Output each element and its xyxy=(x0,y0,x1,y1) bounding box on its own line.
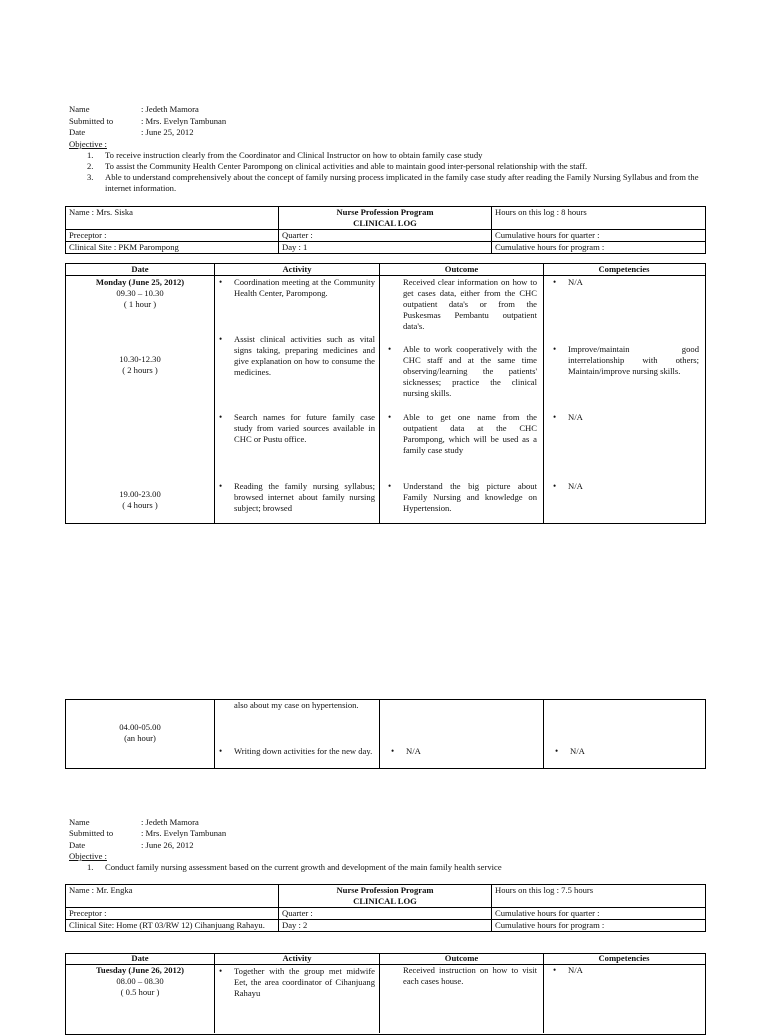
objective-label: Objective : xyxy=(69,139,107,149)
duration: (an hour) xyxy=(124,733,156,743)
date-label: Date xyxy=(69,840,86,850)
patient-name: Name : Mrs. Siska xyxy=(66,207,279,230)
objective-number: 1. xyxy=(87,862,94,872)
bullet-icon: • xyxy=(553,965,557,975)
outcome-text: Received clear information on how to get cases data, either from the CHC outpatient data's or from the Puskesmas Pembantu outpatient data's. xyxy=(403,277,537,331)
name-line xyxy=(69,104,199,115)
submitted-line xyxy=(69,116,226,127)
name-line xyxy=(69,817,199,828)
bullet-icon: • xyxy=(555,746,559,756)
objective-text: To assist the Community Health Center Parompong on clinical activities and able to maintain good inter-personal relationship with the staff. xyxy=(105,161,588,171)
program-name: Nurse Profession Program xyxy=(336,207,434,217)
time-range: 19.00-23.00 xyxy=(119,489,161,499)
name-label: Name xyxy=(69,104,90,114)
program-title xyxy=(279,207,492,230)
hours-on-log: Hours on this log : 7.5 hours xyxy=(492,885,706,908)
day: Day : 1 xyxy=(279,242,492,254)
bullet-icon: • xyxy=(219,412,223,422)
submitted-value: : Mrs. Evelyn Tambunan xyxy=(141,116,227,126)
objective-number: 1. xyxy=(87,150,94,160)
program-name: Nurse Profession Program xyxy=(336,885,434,895)
duration: ( 4 hours ) xyxy=(122,500,158,510)
bullet-icon: • xyxy=(219,481,223,491)
bullet-icon: • xyxy=(391,746,395,756)
objective-text: To receive instruction clearly from the Coordinator and Clinical Instructor on how to obtain family case study xyxy=(105,150,483,160)
submitted-label: Submitted to xyxy=(69,828,114,838)
bullet-icon: • xyxy=(388,412,392,422)
time-range: 04.00-05.00 xyxy=(119,722,161,732)
column-header-outcome: Outcome xyxy=(444,953,479,963)
bullet-icon: • xyxy=(388,481,392,491)
objective-text: Conduct family nursing assessment based on the current growth and development of the main family health service xyxy=(105,862,502,872)
bullet-icon: • xyxy=(553,412,557,422)
date-label: Date xyxy=(69,127,86,137)
bullet-icon: • xyxy=(553,481,557,491)
column-header-date: Date xyxy=(131,953,149,963)
date-line xyxy=(69,840,194,851)
quarter: Quarter : xyxy=(279,908,492,920)
bullet-icon: • xyxy=(219,334,223,344)
outcome-text: Received instruction on how to visit each cases house. xyxy=(403,965,537,986)
date-heading: Tuesday (June 26, 2012) xyxy=(95,965,185,975)
time-range: 08.00 – 08.30 xyxy=(116,976,164,986)
clinical-log-title: CLINICAL LOG xyxy=(353,218,417,228)
objective-number: 3. xyxy=(87,172,94,182)
cumulative-quarter: Cumulative hours for quarter : xyxy=(492,908,706,920)
quarter: Quarter : xyxy=(279,230,492,242)
time-range: 09.30 – 10.30 xyxy=(116,288,164,298)
bullet-icon: • xyxy=(219,277,223,287)
cumulative-quarter: Cumulative hours for quarter : xyxy=(492,230,706,242)
duration: ( 1 hour ) xyxy=(123,299,157,309)
bullet-icon: • xyxy=(219,966,223,976)
patient-name: Name : Mr. Engka xyxy=(66,885,279,908)
duration: ( 0.5 hour ) xyxy=(120,987,160,997)
date-heading: Monday (June 25, 2012) xyxy=(95,277,185,287)
clinical-site: Clinical Site: Home (RT 03/RW 12) Cihanjuang Rahayu. xyxy=(66,920,279,932)
name-value: : Jedeth Mamora xyxy=(141,817,199,827)
column-header-competencies: Competencies xyxy=(598,953,650,963)
activity-continuation: also about my case on hypertension. xyxy=(234,700,359,710)
column-header-activity: Activity xyxy=(282,953,312,963)
objective-text: Able to understand comprehensively about the concept of family nursing process implicated in the family case study after reading the Family Nursing Syllabus and from the internet information. xyxy=(105,172,699,193)
time-range: 10.30-12.30 xyxy=(119,354,161,364)
hours-on-log: Hours on this log : 8 hours xyxy=(492,207,706,230)
duration: ( 2 hours ) xyxy=(122,365,158,375)
cumulative-program: Cumulative hours for program : xyxy=(492,242,706,254)
clinical-log-title: CLINICAL LOG xyxy=(353,896,417,906)
bullet-icon: • xyxy=(553,344,557,354)
cumulative-program: Cumulative hours for program : xyxy=(492,920,706,932)
date-value: : June 26, 2012 xyxy=(141,840,194,850)
column-header-date: Date xyxy=(131,264,149,274)
bullet-icon: • xyxy=(219,746,223,756)
name-value: : Jedeth Mamora xyxy=(141,104,199,114)
date-line xyxy=(69,127,194,138)
clinical-site: Clinical Site : PKM Parompong xyxy=(66,242,279,254)
bullet-icon: • xyxy=(388,344,392,354)
day: Day : 2 xyxy=(279,920,492,932)
preceptor: Preceptor : xyxy=(66,230,279,242)
objective-number: 2. xyxy=(87,161,94,171)
log1-info-table xyxy=(65,206,706,254)
column-header-outcome: Outcome xyxy=(444,264,479,274)
bullet-icon: • xyxy=(553,277,557,287)
submitted-label: Submitted to xyxy=(69,116,114,126)
date-value: : June 25, 2012 xyxy=(141,127,194,137)
preceptor: Preceptor : xyxy=(66,908,279,920)
program-title xyxy=(279,885,492,908)
column-header-competencies: Competencies xyxy=(598,264,650,274)
submitted-line xyxy=(69,828,226,839)
submitted-value: : Mrs. Evelyn Tambunan xyxy=(141,828,227,838)
column-header-activity: Activity xyxy=(282,264,312,274)
log2-info-table xyxy=(65,884,706,932)
name-label: Name xyxy=(69,817,90,827)
objective-label: Objective : xyxy=(69,851,107,861)
